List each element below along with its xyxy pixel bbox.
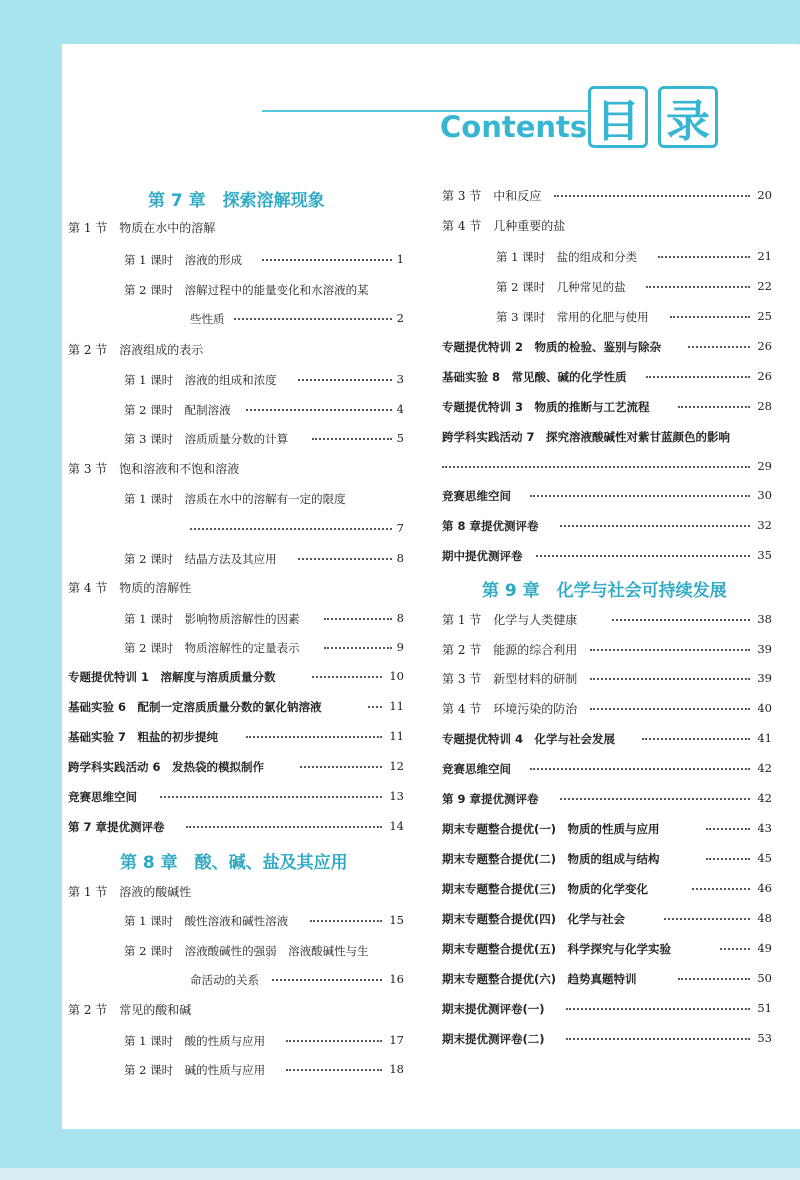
dot-leader	[246, 409, 392, 411]
toc-competition: 竞赛思维空间	[442, 489, 511, 503]
dot-leader	[642, 738, 750, 740]
toc-chapter-test: 第 9 章提优测评卷	[442, 792, 539, 806]
toc-final-test: 期末提优测评卷(一)	[442, 1002, 545, 1016]
toc-lesson: 第 1 课时 影响物质溶解性的因素	[124, 612, 300, 626]
toc-lesson: 第 3 课时 常用的化肥与使用	[496, 310, 649, 324]
toc-section: 第 1 节 化学与人类健康	[442, 613, 578, 627]
toc-experiment: 基础实验 7 粗盐的初步提纯	[68, 730, 219, 744]
page-number: 39	[757, 642, 772, 656]
toc-lesson: 第 2 课时 结晶方法及其应用	[124, 552, 277, 566]
page-number: 49	[757, 941, 772, 955]
dot-leader	[262, 259, 392, 261]
page-number: 21	[757, 249, 772, 263]
dot-leader	[442, 466, 750, 468]
toc-lesson: 第 2 课时 碱的性质与应用	[124, 1063, 266, 1077]
dot-leader	[612, 619, 750, 621]
page-number: 41	[757, 731, 772, 745]
page-number: 38	[757, 612, 772, 626]
dot-leader	[190, 528, 392, 530]
page-number: 29	[757, 459, 772, 473]
dot-leader	[670, 316, 750, 318]
page-number: 45	[757, 851, 772, 865]
page-number: 30	[757, 488, 772, 502]
page-number: 50	[757, 971, 772, 985]
toc-final-topic: 期末专题整合提优(三) 物质的化学变化	[442, 882, 649, 896]
page-number: 15	[389, 913, 404, 927]
dot-leader	[286, 1069, 382, 1071]
dot-leader	[566, 1038, 750, 1040]
dot-leader	[688, 346, 750, 348]
page-number: 4	[396, 402, 404, 416]
contents-heading: Contents	[440, 110, 588, 144]
page-number: 43	[757, 821, 772, 835]
page-number: 3	[396, 372, 404, 386]
dot-leader	[658, 256, 750, 258]
toc-section: 第 3 节 新型材料的研制	[442, 672, 578, 686]
dot-leader	[590, 649, 750, 651]
dot-leader	[678, 406, 750, 408]
title-char-lu: 录	[658, 86, 718, 148]
toc-lesson: 第 1 课时 酸性溶液和碱性溶液	[124, 914, 289, 928]
dot-leader	[560, 525, 750, 527]
page-number: 11	[389, 699, 404, 713]
toc-midterm-test: 期中提优测评卷	[442, 549, 523, 563]
page-number: 40	[757, 701, 772, 715]
page-number: 7	[396, 521, 404, 535]
toc-lesson: 第 1 课时 盐的组成和分类	[496, 250, 638, 264]
dot-leader	[590, 708, 750, 710]
dot-leader	[530, 768, 750, 770]
page-number: 48	[757, 911, 772, 925]
toc-experiment: 基础实验 8 常见酸、碱的化学性质	[442, 370, 627, 384]
page-number: 13	[389, 789, 404, 803]
toc-section: 第 4 节 环境污染的防治	[442, 702, 578, 716]
toc-lesson: 第 1 课时 溶液的形成	[124, 253, 243, 267]
page-number: 22	[757, 279, 772, 293]
page-number: 11	[389, 729, 404, 743]
page-number: 20	[757, 188, 772, 202]
dot-leader	[300, 766, 382, 768]
dot-leader	[286, 1040, 382, 1042]
toc-final-topic: 期末专题整合提优(六) 趋势真题特训	[442, 972, 637, 986]
page-number: 35	[757, 548, 772, 562]
toc-lesson: 第 2 课时 溶液酸碱性的强弱 溶液酸碱性与生	[124, 944, 369, 958]
dot-leader	[646, 376, 750, 378]
toc-final-topic: 期末专题整合提优(五) 科学探究与化学实验	[442, 942, 672, 956]
page-number: 9	[396, 640, 404, 654]
page-number: 18	[389, 1062, 404, 1076]
page-number: 53	[757, 1031, 772, 1045]
dot-leader	[246, 736, 382, 738]
dot-leader	[566, 1008, 750, 1010]
toc-lesson-cont: 命活动的关系	[190, 973, 259, 987]
toc-experiment: 基础实验 6 配制一定溶质质量分数的氯化钠溶液	[68, 700, 322, 714]
dot-leader	[160, 796, 382, 798]
chapter-8-title: 第 8 章 酸、碱、盐及其应用	[120, 853, 348, 873]
toc-special-topic: 专题提优特训 3 物质的推断与工艺流程	[442, 400, 650, 414]
page-number: 39	[757, 671, 772, 685]
page-number: 17	[389, 1033, 404, 1047]
page-number: 26	[757, 339, 772, 353]
toc-final-test: 期末提优测评卷(二)	[442, 1032, 545, 1046]
dot-leader	[530, 495, 750, 497]
dot-leader	[310, 920, 382, 922]
page-number: 46	[757, 881, 772, 895]
toc-chapter-test: 第 8 章提优测评卷	[442, 519, 539, 533]
toc-final-topic: 期末专题整合提优(二) 物质的组成与结构	[442, 852, 660, 866]
page-number: 10	[389, 669, 404, 683]
toc-section: 第 1 节 物质在水中的溶解	[68, 221, 216, 235]
toc-special-topic: 专题提优特训 1 溶解度与溶质质量分数	[68, 670, 276, 684]
page-number: 5	[396, 431, 404, 445]
toc-section: 第 2 节 常见的酸和碱	[68, 1003, 192, 1017]
toc-chapter-test: 第 7 章提优测评卷	[68, 820, 165, 834]
toc-lesson: 第 1 课时 溶液的组成和浓度	[124, 373, 277, 387]
toc-lesson: 第 1 课时 溶质在水中的溶解有一定的限度	[124, 492, 346, 506]
toc-practice: 跨学科实践活动 6 发热袋的模拟制作	[68, 760, 265, 774]
toc-final-topic: 期末专题整合提优(四) 化学与社会	[442, 912, 626, 926]
bottom-strip	[0, 1168, 800, 1180]
dot-leader	[560, 798, 750, 800]
page-number: 8	[396, 611, 404, 625]
toc-section: 第 4 节 物质的溶解性	[68, 581, 192, 595]
toc-competition: 竞赛思维空间	[442, 762, 511, 776]
toc-competition: 竞赛思维空间	[68, 790, 137, 804]
toc-special-topic: 专题提优特训 2 物质的检验、鉴别与除杂	[442, 340, 662, 354]
page-number: 32	[757, 518, 772, 532]
page-number: 14	[389, 819, 404, 833]
toc-section: 第 3 节 饱和溶液和不饱和溶液	[68, 462, 240, 476]
dot-leader	[646, 286, 750, 288]
toc-section: 第 2 节 能源的综合利用	[442, 643, 578, 657]
toc-lesson: 第 2 课时 溶解过程中的能量变化和水溶液的某	[124, 283, 369, 297]
dot-leader	[678, 978, 750, 980]
toc-lesson: 第 2 课时 物质溶解性的定量表示	[124, 641, 300, 655]
chapter-7-title: 第 7 章 探索溶解现象	[148, 191, 325, 211]
dot-leader	[536, 555, 750, 557]
page-number: 42	[757, 791, 772, 805]
toc-section: 第 4 节 几种重要的盐	[442, 219, 566, 233]
dot-leader	[664, 918, 750, 920]
page-number: 2	[396, 311, 404, 325]
page-number: 42	[757, 761, 772, 775]
page-number: 26	[757, 369, 772, 383]
dot-leader	[186, 826, 382, 828]
toc-section: 第 1 节 溶液的酸碱性	[68, 885, 192, 899]
toc-section: 第 2 节 溶液组成的表示	[68, 343, 204, 357]
page-number: 1	[396, 252, 404, 266]
toc-lesson: 第 1 课时 酸的性质与应用	[124, 1034, 266, 1048]
dot-leader	[590, 678, 750, 680]
page-number: 12	[389, 759, 404, 773]
page-number: 16	[389, 972, 404, 986]
dot-leader	[312, 676, 382, 678]
toc-lesson: 第 2 课时 配制溶液	[124, 403, 231, 417]
title-char-mu: 目	[588, 86, 648, 148]
toc-special-topic: 专题提优特训 4 化学与社会发展	[442, 732, 616, 746]
dot-leader	[234, 318, 392, 320]
toc-final-topic: 期末专题整合提优(一) 物质的性质与应用	[442, 822, 660, 836]
toc-lesson-cont: 些性质	[190, 312, 225, 326]
toc-lesson: 第 3 课时 溶质质量分数的计算	[124, 432, 289, 446]
page-number: 51	[757, 1001, 772, 1015]
page-number: 25	[757, 309, 772, 323]
toc-section: 第 3 节 中和反应	[442, 189, 542, 203]
toc-lesson: 第 2 课时 几种常见的盐	[496, 280, 626, 294]
page-number: 28	[757, 399, 772, 413]
dot-leader	[554, 195, 750, 197]
dot-leader	[272, 979, 382, 981]
toc-practice: 跨学科实践活动 7 探究溶液酸碱性对紫甘蓝颜色的影响	[442, 430, 731, 444]
chapter-9-title: 第 9 章 化学与社会可持续发展	[482, 581, 727, 601]
page-number: 8	[396, 551, 404, 565]
